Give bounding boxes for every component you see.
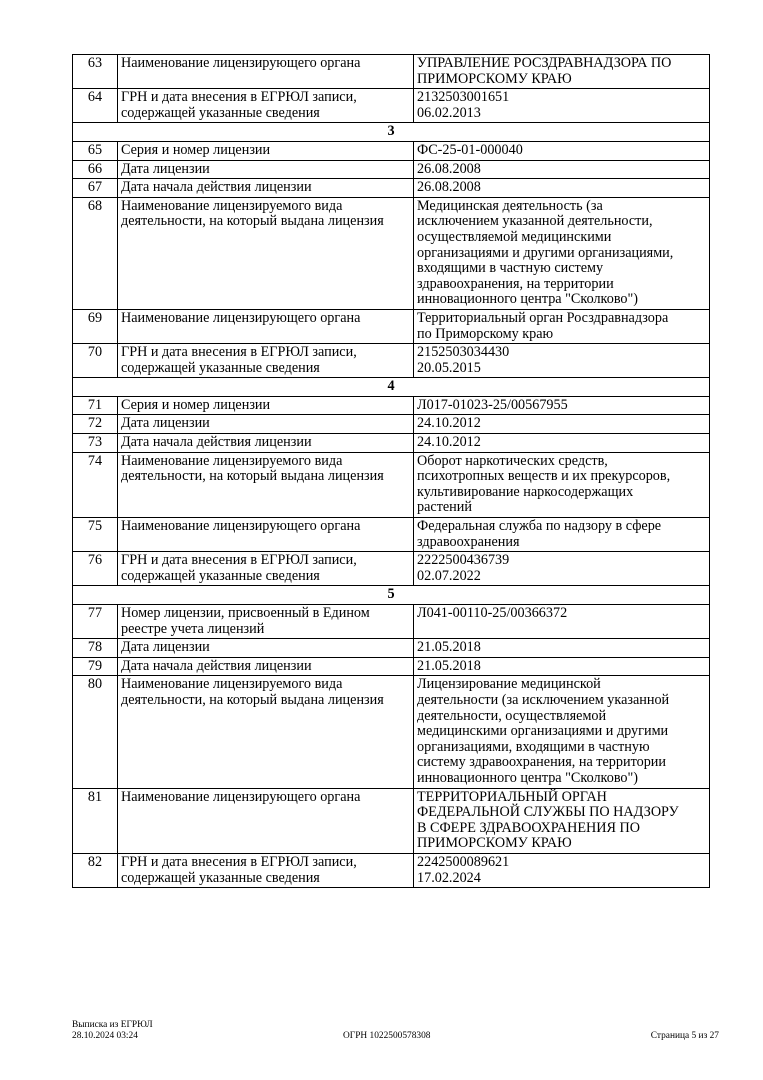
row-label: Номер лицензии, присвоенный в Едином реестре учета лицензий xyxy=(118,605,414,639)
table-row xyxy=(73,141,710,160)
row-value: 24.10.2012 xyxy=(414,415,710,434)
table-row xyxy=(73,344,710,378)
row-number: 72 xyxy=(73,415,118,434)
table-row xyxy=(73,197,710,309)
row-number: 76 xyxy=(73,552,118,586)
row-number: 79 xyxy=(73,657,118,676)
row-label: Наименование лицензирующего органа xyxy=(118,55,414,89)
row-number: 74 xyxy=(73,452,118,517)
footer-left xyxy=(72,1020,153,1041)
row-label: Наименование лицензируемого вида деятельности, на который выдана лицензия xyxy=(118,676,414,788)
row-number: 71 xyxy=(73,396,118,415)
footer-datetime: 28.10.2024 03:24 xyxy=(72,1030,138,1041)
row-number: 82 xyxy=(73,853,118,887)
section-header-row xyxy=(73,123,710,142)
table-row xyxy=(73,434,710,453)
row-value: 2242500089621 17.02.2024 xyxy=(414,853,710,887)
row-number: 66 xyxy=(73,160,118,179)
table-row xyxy=(73,639,710,658)
row-value: ТЕРРИТОРИАЛЬНЫЙ ОРГАН ФЕДЕРАЛЬНОЙ СЛУЖБЫ ПО НАДЗОРУ В СФЕРЕ ЗДРАВООХРАНЕНИЯ ПО ПРИМОРСКОМУ КРАЮ xyxy=(414,788,710,853)
table-row xyxy=(73,160,710,179)
row-label: ГРН и дата внесения в ЕГРЮЛ записи, содержащей указанные сведения xyxy=(118,853,414,887)
footer-ogrn xyxy=(343,1031,430,1042)
row-number: 73 xyxy=(73,434,118,453)
row-value: ФС-25-01-000040 xyxy=(414,141,710,160)
row-label: Серия и номер лицензии xyxy=(118,396,414,415)
row-value: Л017-01023-25/00567955 xyxy=(414,396,710,415)
row-label: Дата лицензии xyxy=(118,160,414,179)
row-number: 69 xyxy=(73,309,118,343)
row-label: ГРН и дата внесения в ЕГРЮЛ записи, содержащей указанные сведения xyxy=(118,344,414,378)
table-row xyxy=(73,89,710,123)
footer-page-number: Страница 5 из 27 xyxy=(650,1031,719,1041)
table-row xyxy=(73,518,710,552)
row-number: 64 xyxy=(73,89,118,123)
row-value: 24.10.2012 xyxy=(414,434,710,453)
row-number: 67 xyxy=(73,179,118,198)
row-value: 26.08.2008 xyxy=(414,179,710,198)
row-value: 26.08.2008 xyxy=(414,160,710,179)
table-row xyxy=(73,179,710,198)
row-number: 78 xyxy=(73,639,118,658)
row-value: Федеральная служба по надзору в сфере здравоохранения xyxy=(414,518,710,552)
table-row xyxy=(73,605,710,639)
table-row xyxy=(73,676,710,788)
row-label: Наименование лицензируемого вида деятельности, на который выдана лицензия xyxy=(118,452,414,517)
row-value: Лицензирование медицинской деятельности (за исключением указанной деятельности, осуществляемой медицинскими организациями и другими организациями, входящими в частную систему здравоохранения, на территории инновационного центра "Сколково") xyxy=(414,676,710,788)
table-row xyxy=(73,788,710,853)
row-value: Л041-00110-25/00366372 xyxy=(414,605,710,639)
row-number: 70 xyxy=(73,344,118,378)
section-number: 4 xyxy=(73,378,710,397)
section-number: 3 xyxy=(73,123,710,142)
row-value: 21.05.2018 xyxy=(414,657,710,676)
table-row xyxy=(73,415,710,434)
row-value: 2132503001651 06.02.2013 xyxy=(414,89,710,123)
row-value: 21.05.2018 xyxy=(414,639,710,658)
row-number: 63 xyxy=(73,55,118,89)
row-value: Территориальный орган Росздравнадзора по Приморскому краю xyxy=(414,309,710,343)
table-row xyxy=(73,657,710,676)
row-value: 2152503034430 20.05.2015 xyxy=(414,344,710,378)
row-label: Серия и номер лицензии xyxy=(118,141,414,160)
footer-doc-name: Выписка из ЕГРЮЛ xyxy=(72,1020,153,1030)
row-value: Медицинская деятельность (за исключением указанной деятельности, осуществляемой медицинскими организациями и другими организациями, входящими в частную систему здравоохранения, на территории инновационного центра "Сколково") xyxy=(414,197,710,309)
row-value: Оборот наркотических средств, психотропных веществ и их прекурсоров, культивирование наркосодержащих растений xyxy=(414,452,710,517)
row-label: Наименование лицензирующего органа xyxy=(118,309,414,343)
table-row xyxy=(73,55,710,89)
row-label: Наименование лицензирующего органа xyxy=(118,518,414,552)
row-value: УПРАВЛЕНИЕ РОСЗДРАВНАДЗОРА ПО ПРИМОРСКОМУ КРАЮ xyxy=(414,55,710,89)
row-label: ГРН и дата внесения в ЕГРЮЛ записи, содержащей указанные сведения xyxy=(118,552,414,586)
row-label: Дата лицензии xyxy=(118,639,414,658)
row-label: Дата лицензии xyxy=(118,415,414,434)
license-table xyxy=(72,54,710,888)
row-number: 65 xyxy=(73,141,118,160)
section-header-row xyxy=(73,378,710,397)
table-row xyxy=(73,309,710,343)
row-label: Наименование лицензируемого вида деятельности, на который выдана лицензия xyxy=(118,197,414,309)
row-label: Дата начала действия лицензии xyxy=(118,657,414,676)
row-label: Наименование лицензирующего органа xyxy=(118,788,414,853)
table-row xyxy=(73,452,710,517)
table-row xyxy=(73,853,710,887)
row-label: ГРН и дата внесения в ЕГРЮЛ записи, содержащей указанные сведения xyxy=(118,89,414,123)
row-number: 80 xyxy=(73,676,118,788)
table-row xyxy=(73,552,710,586)
section-number: 5 xyxy=(73,586,710,605)
license-table-body xyxy=(73,55,710,888)
footer-ogrn-text: ОГРН 1022500578308 xyxy=(343,1031,431,1041)
section-header-row xyxy=(73,586,710,605)
footer-page xyxy=(651,1031,719,1042)
row-number: 75 xyxy=(73,518,118,552)
row-value: 2222500436739 02.07.2022 xyxy=(414,552,710,586)
row-label: Дата начала действия лицензии xyxy=(118,179,414,198)
row-number: 68 xyxy=(73,197,118,309)
row-number: 81 xyxy=(73,788,118,853)
row-number: 77 xyxy=(73,605,118,639)
table-row xyxy=(73,396,710,415)
row-label: Дата начала действия лицензии xyxy=(118,434,414,453)
